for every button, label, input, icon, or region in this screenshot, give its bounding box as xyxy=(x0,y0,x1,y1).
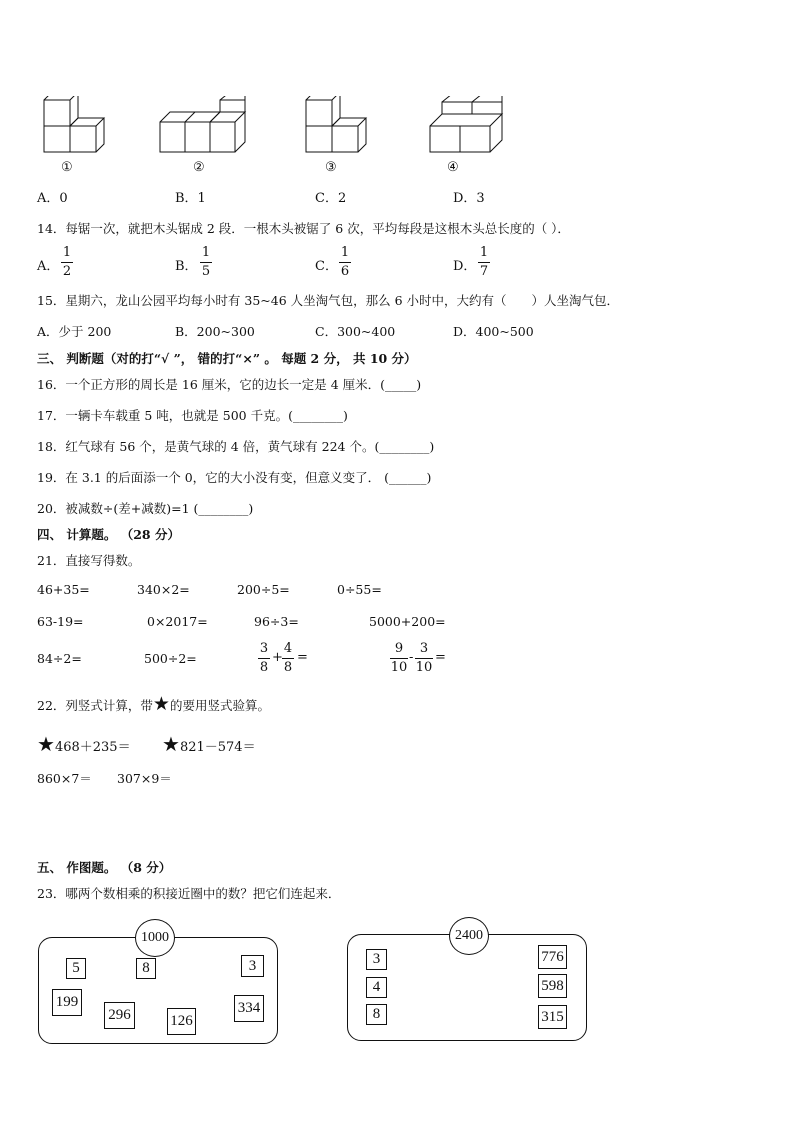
q21-stem: 21．直接写得数。 xyxy=(37,553,141,568)
expression: 468＋235＝ xyxy=(54,740,131,755)
numerator: 1 xyxy=(62,245,72,260)
cube-figure-4 xyxy=(430,96,502,152)
q23-left-number[interactable]: 334 xyxy=(234,995,264,1022)
q23-stem: 23．哪两个数相乘的积接近圈中的数？把它们连起来． xyxy=(37,886,341,901)
q14-option-b-fraction xyxy=(200,245,212,280)
numerator: 9 xyxy=(394,641,404,656)
cube-label-1: ① xyxy=(61,160,73,175)
q21-r2-c1: 63-19= xyxy=(37,614,84,629)
q23-right-left-number[interactable]: 4 xyxy=(366,977,387,998)
numerator: 3 xyxy=(259,641,269,656)
q13-option-d: D．3 xyxy=(453,191,485,206)
q22-stem-after: 的要用竖式验算。 xyxy=(169,698,270,713)
cube-figure-1 xyxy=(44,96,104,152)
judgment-18: 18．红气球有 56 个，是黄气球的 4 倍，黄气球有 224 个。(________) xyxy=(37,439,435,454)
q14-option-c-fraction xyxy=(339,245,351,280)
q21-r3-c2: 500÷2= xyxy=(144,651,197,666)
q23-left-number[interactable]: 126 xyxy=(167,1008,196,1035)
cube-label-3: ③ xyxy=(325,160,337,175)
star-icon: ★ xyxy=(37,732,55,756)
operator: - xyxy=(409,650,414,665)
q13-option-c: C．2 xyxy=(315,191,347,206)
q23-left-number[interactable]: 199 xyxy=(52,989,82,1016)
q23-left-target: 1000 xyxy=(135,919,175,957)
numerator: 1 xyxy=(479,245,489,260)
q13-option-a: A．0 xyxy=(37,191,68,206)
q21-r2-c2: 0×2017= xyxy=(147,614,208,629)
fraction xyxy=(415,641,433,676)
section-3-title: 三、 判断题（对的打“√ ”， 错的打“×” 。 每题 2 分， 共 10 分） xyxy=(37,351,417,366)
denominator: 7 xyxy=(479,264,489,279)
cube-drawings xyxy=(40,96,510,158)
q22-plain-1: 860×7＝ xyxy=(37,771,92,786)
q23-right-left-number[interactable]: 8 xyxy=(366,1004,387,1025)
numerator: 1 xyxy=(340,245,350,260)
q14-option-b-letter: B． xyxy=(175,259,198,274)
q15-option-b: B．200~300 xyxy=(175,324,255,339)
cube-label-4: ④ xyxy=(447,160,459,175)
numerator: 4 xyxy=(283,641,293,656)
q22-starred-1 xyxy=(37,732,131,756)
judgment-17: 17．一辆卡车载重 5 吨，也就是 500 千克。(________) xyxy=(37,408,348,423)
denominator: 8 xyxy=(259,660,269,675)
cube-figure-3 xyxy=(306,96,366,152)
judgment-16: 16．一个正方形的周长是 16 厘米，它的边长一定是 4 厘米．(_____) xyxy=(37,377,422,392)
denominator: 10 xyxy=(415,660,433,675)
operator: + xyxy=(272,650,283,665)
q21-r1-c1: 46+35= xyxy=(37,582,90,597)
q23-left-number[interactable]: 5 xyxy=(66,958,86,979)
q23-right-right-number[interactable]: 315 xyxy=(538,1005,567,1029)
q21-r1-c2: 340×2= xyxy=(137,582,190,597)
q21-r1-c3: 200÷5= xyxy=(237,582,290,597)
q14-option-d-fraction xyxy=(478,245,490,280)
q21-r2-c4: 5000+200= xyxy=(369,614,446,629)
q21-r1-c4: 0÷55= xyxy=(337,582,382,597)
fraction xyxy=(282,641,294,676)
q14-option-d-letter: D． xyxy=(453,259,477,274)
q21-r2-c3: 96÷3= xyxy=(254,614,299,629)
equals: = xyxy=(435,650,446,665)
q22-plain-2: 307×9＝ xyxy=(117,771,172,786)
q22-stem-before: 22．列竖式计算，带 xyxy=(37,698,153,713)
q21-r3-c1: 84÷2= xyxy=(37,651,82,666)
denominator: 5 xyxy=(201,264,211,279)
q23-left-number[interactable]: 3 xyxy=(241,955,264,977)
q23-right-left-number[interactable]: 3 xyxy=(366,949,387,970)
q14-stem: 14．每锯一次，就把木头锯成 2 段．一根木头被锯了 6 次，平均每段是这根木头总长度的（ ）． xyxy=(37,221,570,236)
star-icon: ★ xyxy=(162,732,180,756)
q15-option-c: C．300~400 xyxy=(315,324,396,339)
q15-stem: 15．星期六，龙山公园平均每小时有 35~46 人坐淘气包，那么 6 小时中，大约有（ ）人坐淘气包． xyxy=(37,293,620,308)
numerator: 3 xyxy=(419,641,429,656)
q14-option-a-fraction xyxy=(61,245,73,280)
star-icon: ★ xyxy=(152,693,170,715)
q15-option-d: D．400~500 xyxy=(453,324,534,339)
cube-figure-2 xyxy=(160,96,245,152)
expression: 821－574＝ xyxy=(179,740,256,755)
denominator: 2 xyxy=(62,264,72,279)
equals: = xyxy=(297,650,308,665)
fraction xyxy=(258,641,270,676)
q23-right-right-number[interactable]: 598 xyxy=(538,974,567,998)
q15-option-a: A．少于 200 xyxy=(37,324,112,339)
q14-option-a-letter: A． xyxy=(37,259,60,274)
q22-stem xyxy=(37,693,270,715)
q22-starred-2 xyxy=(162,732,256,756)
q23-right-target: 2400 xyxy=(449,917,489,955)
q23-right-right-number[interactable]: 776 xyxy=(538,945,567,969)
q23-left-number[interactable]: 8 xyxy=(136,958,156,979)
numerator: 1 xyxy=(201,245,211,260)
denominator: 10 xyxy=(390,660,408,675)
judgment-20: 20．被减数÷(差+减数)=1 (________) xyxy=(37,501,254,516)
section-4-title: 四、 计算题。 （28 分） xyxy=(37,527,180,542)
judgment-19: 19．在 3.1 的后面添一个 0，它的大小没有变，但意义变了． (______) xyxy=(37,470,432,485)
q14-option-c-letter: C． xyxy=(315,259,338,274)
denominator: 6 xyxy=(340,264,350,279)
section-5-title: 五、 作图题。 （8 分） xyxy=(37,860,172,875)
q23-left-number[interactable]: 296 xyxy=(104,1002,135,1029)
cube-label-2: ② xyxy=(193,160,205,175)
q13-option-b: B．1 xyxy=(175,191,206,206)
denominator: 8 xyxy=(283,660,293,675)
fraction xyxy=(390,641,408,676)
